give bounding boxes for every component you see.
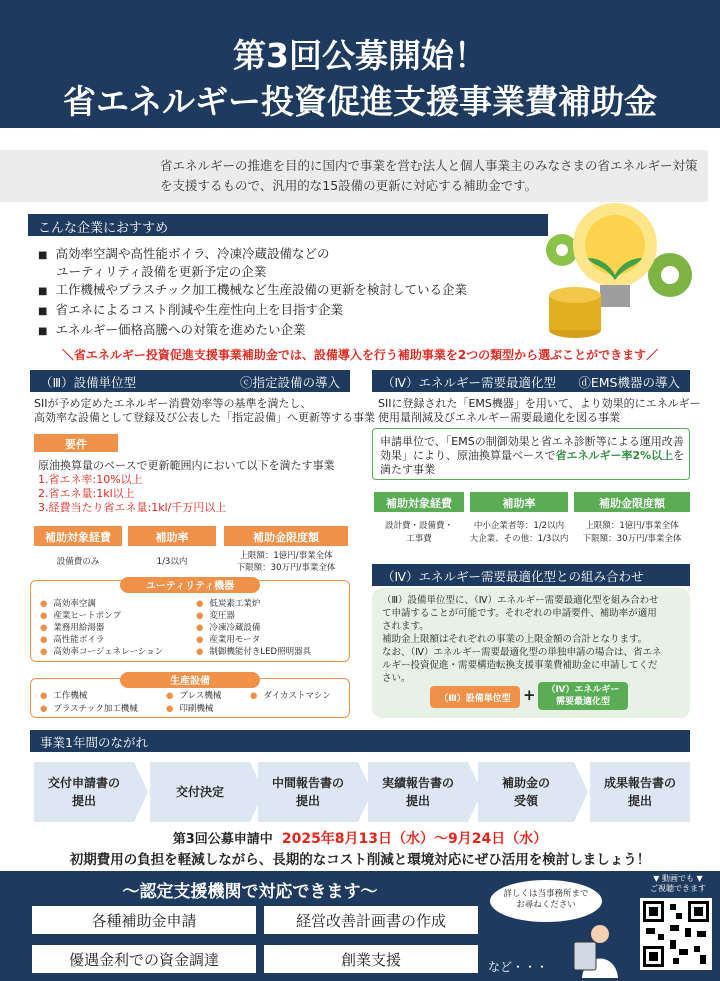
flow-step: 実績報告書の 提出 [368,762,468,822]
list-item: ● 低炭素工業炉 [196,599,261,609]
list-item: ● 産業用モータ [196,635,261,645]
tag-type4: （Ⅳ）エネルギー 需要最適化型 [538,682,628,710]
list-item: ● 印刷機械 [166,704,214,714]
period-dates: 2025年8月13日（水）～9月24日（水） [281,831,548,847]
col-value: 中小企業者等：1/2以内 [473,521,565,531]
col-value: 上限額：1億円/事業全体 [239,551,333,561]
ems-condition: 効果」により、原油換算量ベースで省エネルギー率2%以上を [380,449,685,462]
requirement-text: 原油換算量のベースで更新範囲内において以下を満たす事業 [38,459,335,472]
recommend-item: ■ 省エネによるコスト削減や生産性向上を目指す企業 [38,302,343,320]
recommend-item-cont: ユーティリティ設備を更新予定の企業 [56,264,267,279]
list-item: ● 産業ヒートポンプ [40,611,122,621]
chevron-right-icon [574,762,588,822]
section-subtitle: ⓓEMS機器の導入 [578,375,680,390]
requirement-label: 要件 [34,434,118,452]
list-item: ● 業務用給湯器 [40,623,105,633]
recommend-item: ■ エネルギー価格高騰への対策を進めたい企業 [38,322,305,340]
flow-step: 補助金の 受領 [478,762,574,822]
speech-bubble: 詳しくは当事務所まで お尋ねください [490,880,602,922]
qr-code-icon[interactable] [640,898,712,970]
page-title-line1: 第3回公募開始！ [233,36,487,75]
service-item: 各種補助金申請 [32,906,256,934]
list-item: ● 高効率コージェネレーション [40,647,164,657]
production-label: 生産設備 [120,672,260,688]
section-title: （Ⅳ）エネルギー需要最適化型 [382,375,557,390]
list-item: ● ダイカストマシン [250,691,331,701]
intro-text: 省エネルギーの推進を目的に国内で事業を営む法人と個人事業主のみなさまの省エネルギー対策を支援するもので、汎用的な15設備の更新に対応する補助金です。 [160,158,698,193]
col-header: 補助率 [128,526,216,546]
col-header: 補助対象経費 [34,526,122,546]
section-heading-type4 [372,370,690,392]
requirement-item: 1.省エネ率:10%以上 [38,473,143,486]
col-header: 補助金限度額 [224,526,348,546]
type3-desc: SIIが予め定めたエネルギー消費効率等の基準を満たし、 [34,397,312,410]
application-period [0,828,720,848]
col-value: 下限額：30万円/事業全体 [236,563,336,573]
section-heading-type3 [30,370,350,392]
list-item: ● 変圧器 [196,611,235,621]
flow-step: 成果報告書の 提出 [590,762,690,822]
list-item: ● 高性能ボイラ [40,635,105,645]
service-item: 優遇金利での資金調達 [32,945,256,973]
type4-desc: SIIに登録された「EMS機器」を用いて、より効果的にエネルギー [378,397,701,410]
col-value: 設計費・設備費・ [384,521,453,531]
service-item: 経営改善計画書の作成 [264,906,478,934]
type4-desc: 使用量削減及びエネルギー需要最適化を図る事業 [378,411,620,424]
col-value: 上限額：1億円/事業全体 [585,521,679,531]
flow-step: 中間報告書の 提出 [258,762,358,822]
gear-icon [648,253,692,297]
utility-label: ユーティリティ機器 [120,577,260,593]
combo-text: （Ⅲ）設備単位型に、（Ⅳ）エネルギー需要最適化型を組み合わせ て申請することが可能です。それぞれの申請要件、補助率が適用 されます。 補助金上限額はそれぞれの事業の上限金額の合計となります。 なお、（Ⅳ）エネルギー需要最適化型の単独申請の場合は、省エネ ルギー投資促進・需要構造転換支援事業費補助金に申請してくだ さい。 [382,595,662,684]
col-header: 補助金限度額 [574,492,690,512]
combo-heading: （Ⅳ）エネルギー需要最適化型との組み合わせ [372,564,690,586]
closing-message: 初期費用の負担を軽減しながら、長期的なコスト削減と環境対応にぜひ活用を検討しましょう！ [69,852,651,868]
video-note: ▼ 動画でも ▼ ご視聴できます [650,874,706,893]
etc-text: など・・・ [488,960,549,974]
col-value: 下限額：30万円/事業全体 [582,534,682,544]
type3-desc: 高効率な設備として登録及び公表した「指定設備」へ更新等する事業 [34,411,375,424]
list-item: ● 制御機能付きLED照明器具 [196,647,312,657]
ems-condition: 満たす事業 [380,463,435,476]
col-value: 大企業、その他：1/3以内 [469,534,569,544]
list-item: ● プレス機械 [166,691,222,701]
flow-heading: 事業1年間のながれ [30,730,690,752]
chevron-right-icon [134,762,148,822]
requirement-item: 2.省エネ量:1kl以上 [38,487,135,500]
service-item: 創業支援 [264,945,478,973]
requirement-item: 3.経費当たり省エネ量:1kl/千万円以上 [38,501,227,514]
recommend-heading: こんな企業におすすめ [28,214,548,236]
col-value: 設備費のみ [56,557,100,567]
list-item: ● 冷凍冷蔵設備 [196,623,261,633]
flow-step: 交付決定 [150,762,250,822]
ems-condition: 申請単位で、「EMSの制御効果と省エネ診断等による運用改善 [380,435,684,448]
selection-notice: ＼省エネルギー投資促進支援事業補助金では、設備導入を行う補助事業を2つの類型から選ぶことができます／ [61,348,659,362]
person-with-tablet-icon [560,920,632,978]
section-title: （Ⅲ）設備単位型 [40,375,137,390]
lightbulb-illustration [530,180,710,345]
gear-icon [546,234,578,266]
plus-sign: + [523,686,536,704]
col-value: 工事費 [406,534,432,544]
tag-type3: （Ⅲ）設備単位型 [430,686,520,708]
section-subtitle: ⓒ指定設備の導入 [239,375,340,390]
col-header: 補助対象経費 [374,492,464,512]
utility-list-left [40,598,163,658]
col-header: 補助率 [470,492,568,512]
list-item: ● 高効率空調 [40,599,96,609]
col-value: 1/3以内 [156,557,188,567]
recommend-item: ■ 工作機械やプラスチック加工機械など生産設備の更新を検討している企業 [38,282,467,300]
period-label: 第3回公募申請中 [172,832,273,847]
list-item: ● プラスチック加工機械 [40,704,138,714]
coins-icon [549,287,601,338]
recommend-item: ■ 高効率空調や高性能ボイラ、冷凍冷蔵設備などの [38,246,329,264]
page-title-line2: 省エネルギー投資促進支援事業費補助金 [63,82,657,121]
list-item: ● 工作機械 [40,691,88,701]
footer-title: ～認定支援機関で対応できます～ [122,882,378,902]
flow-step: 交付申請書の 提出 [34,762,134,822]
utility-list-right [196,598,311,658]
